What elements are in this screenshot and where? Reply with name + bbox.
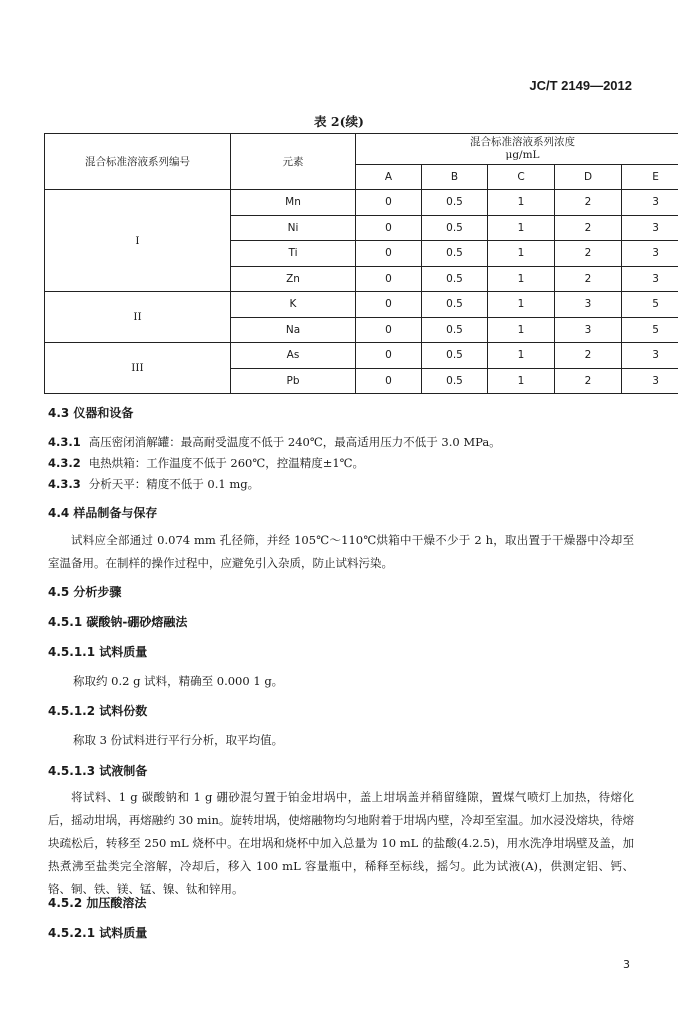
clause-text: 高压密闭消解罐：最高耐受温度不低于 240℃，最高适用压力不低于 3.0 MPa。 — [88, 435, 501, 449]
value-cell: 0 — [356, 292, 422, 318]
paragraph-4-5-1-2: 称取 3 份试料进行平行分析，取平均值。 — [73, 733, 284, 747]
value-cell: 0 — [356, 190, 422, 216]
clause-4-3-2 — [48, 453, 364, 474]
value-cell: 0.5 — [422, 292, 488, 318]
page-number: 3 — [623, 958, 630, 971]
heading-4-5-2-1: 4.5.2.1 试料质量 — [48, 926, 148, 940]
value-cell: 0.5 — [422, 368, 488, 394]
table-row — [45, 190, 678, 216]
clause-number: 4.3.1 — [48, 435, 81, 449]
value-cell: 0 — [356, 317, 422, 343]
paragraph-4-5-1-1: 称取约 0.2 g 试料，精确至 0.000 1 g。 — [73, 674, 284, 688]
value-cell: 0.5 — [422, 317, 488, 343]
value-cell: 0.5 — [422, 241, 488, 267]
clause-4-3-1 — [48, 432, 501, 453]
value-cell: 2 — [555, 215, 622, 241]
table-title: 表 2(续) — [314, 114, 364, 129]
value-cell: 5 — [622, 292, 678, 318]
header-level-e: E — [622, 165, 678, 190]
value-cell: 5 — [622, 317, 678, 343]
value-cell: 1 — [488, 368, 555, 394]
value-cell: 3 — [622, 368, 678, 394]
header-concentration — [356, 134, 678, 165]
heading-4-5: 4.5 分析步骤 — [48, 585, 122, 599]
header-element: 元素 — [231, 134, 356, 190]
value-cell: 2 — [555, 190, 622, 216]
value-cell: 1 — [488, 317, 555, 343]
value-cell: 0 — [356, 266, 422, 292]
value-cell: 1 — [488, 215, 555, 241]
value-cell: 1 — [488, 266, 555, 292]
element-cell: Pb — [231, 368, 356, 394]
value-cell: 0 — [356, 215, 422, 241]
value-cell: 3 — [555, 317, 622, 343]
value-cell: 3 — [622, 190, 678, 216]
element-cell: As — [231, 343, 356, 369]
clause-text: 电热烘箱：工作温度不低于 260℃，控温精度±1℃。 — [88, 456, 365, 470]
header-series-number: 混合标准溶液系列编号 — [45, 134, 231, 190]
value-cell: 1 — [488, 190, 555, 216]
value-cell: 0 — [356, 368, 422, 394]
table-row — [45, 343, 678, 369]
element-cell: K — [231, 292, 356, 318]
heading-4-5-1-1: 4.5.1.1 试料质量 — [48, 645, 148, 659]
value-cell: 1 — [488, 241, 555, 267]
header-concentration-unit: μg/mL — [505, 149, 540, 161]
value-cell: 3 — [622, 241, 678, 267]
value-cell: 2 — [555, 266, 622, 292]
table-row — [45, 292, 678, 318]
clause-number: 4.3.3 — [48, 477, 81, 491]
value-cell: 3 — [622, 215, 678, 241]
paragraph-4-5-1-3: 将试料、1 g 碳酸钠和 1 g 硼砂混匀置于铂金坩埚中，盖上坩埚盖并稍留缝隙，置煤气喷灯上加热，待熔化后，摇动坩埚，再熔融约 30 min。旋转坩埚，使熔融物均匀地附着于坩埚内壁，冷却至室温。加水浸没熔块，待熔块疏松后，转移至 250 mL 烧杯中。在坩埚和烧杯中加入总量为 10 mL 的盐酸(4.2.5)，用水洗净坩埚壁及盖，加热煮沸至盐类完全溶解，冷却后，移入 100 mL 容量瓶中，稀释至标线，摇匀。此为试液(A)，供测定铝、钙、铬、铜、铁、镁、锰、镍、钛和锌用。 — [48, 790, 634, 896]
heading-4-5-1: 4.5.1 碳酸钠-硼砂熔融法 — [48, 615, 188, 629]
value-cell: 3 — [555, 292, 622, 318]
value-cell: 1 — [488, 343, 555, 369]
element-cell: Zn — [231, 266, 356, 292]
series-cell: II — [45, 292, 231, 343]
value-cell: 3 — [622, 266, 678, 292]
value-cell: 2 — [555, 368, 622, 394]
header-level-c: C — [488, 165, 555, 190]
clause-number: 4.3.2 — [48, 456, 81, 470]
header-concentration-label: 混合标准溶液系列浓度 — [470, 136, 576, 148]
value-cell: 0.5 — [422, 190, 488, 216]
clause-text: 分析天平：精度不低于 0.1 mg。 — [88, 477, 260, 491]
value-cell: 0.5 — [422, 266, 488, 292]
series-cell: I — [45, 190, 231, 292]
header-level-b: B — [422, 165, 488, 190]
value-cell: 0 — [356, 343, 422, 369]
element-cell: Ti — [231, 241, 356, 267]
value-cell: 1 — [488, 292, 555, 318]
element-cell: Mn — [231, 190, 356, 216]
value-cell: 2 — [555, 241, 622, 267]
standard-solution-table — [44, 133, 678, 394]
paragraph-4-4: 试料应全部通过 0.074 mm 孔径筛，并经 105℃～110℃烘箱中干燥不少于 2 h，取出置于干燥器中冷却至室温备用。在制样的操作过程中，应避免引入杂质，防止试料污染。 — [48, 533, 634, 570]
value-cell: 2 — [555, 343, 622, 369]
clause-4-3-3 — [48, 474, 259, 495]
heading-4-4: 4.4 样品制备与保存 — [48, 506, 158, 520]
heading-4-5-1-3: 4.5.1.3 试液制备 — [48, 764, 148, 778]
value-cell: 0 — [356, 241, 422, 267]
document-code: JC/T 2149—2012 — [529, 78, 632, 93]
heading-4-5-2: 4.5.2 加压酸溶法 — [48, 896, 147, 910]
element-cell: Na — [231, 317, 356, 343]
value-cell: 3 — [622, 343, 678, 369]
value-cell: 0.5 — [422, 215, 488, 241]
header-level-a: A — [356, 165, 422, 190]
heading-4-3: 4.3 仪器和设备 — [48, 406, 134, 420]
heading-4-5-1-2: 4.5.1.2 试料份数 — [48, 704, 148, 718]
value-cell: 0.5 — [422, 343, 488, 369]
element-cell: Ni — [231, 215, 356, 241]
header-level-d: D — [555, 165, 622, 190]
series-cell: III — [45, 343, 231, 394]
